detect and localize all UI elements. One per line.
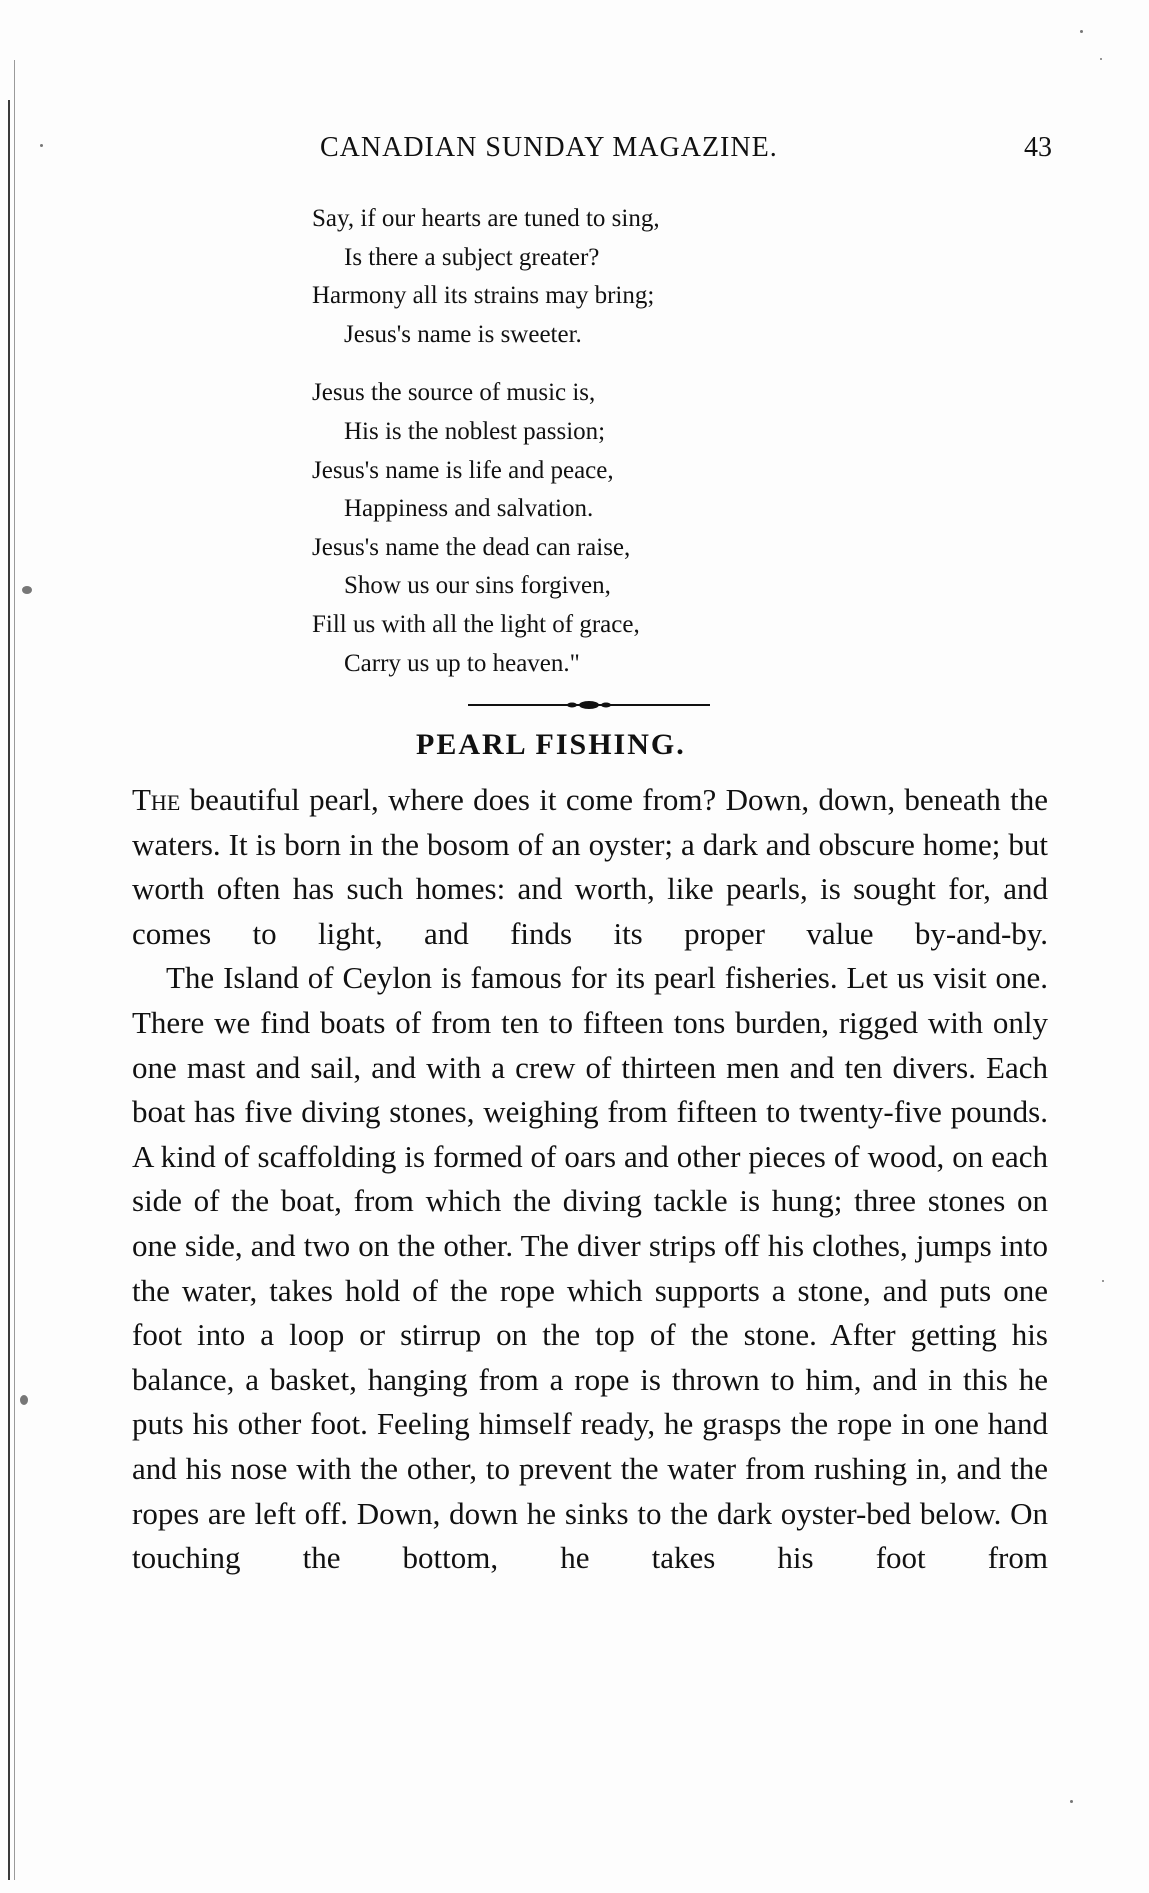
poem-line: Jesus's name the dead can raise, <box>312 533 631 561</box>
poem-stanza <box>312 200 872 354</box>
article-paragraph <box>132 778 1048 956</box>
binding-edge-line <box>8 100 10 1880</box>
poem-line: Carry us up to heaven." <box>344 649 580 677</box>
poem <box>312 200 872 683</box>
scan-speck <box>1102 1280 1104 1282</box>
poem-line: Happiness and salvation. <box>344 495 594 523</box>
article-body <box>132 778 1048 1581</box>
scan-speck <box>20 1395 28 1405</box>
poem-line: Say, if our hearts are tuned to sing, <box>312 205 660 232</box>
page-number: 43 <box>1024 132 1052 163</box>
article-title: PEARL FISHING. <box>416 728 686 761</box>
scan-speck <box>1100 58 1102 60</box>
header-title: CANADIAN SUNDAY MAGAZINE. <box>320 132 778 163</box>
poem-stanza <box>312 374 872 683</box>
section-divider <box>468 700 710 710</box>
poem-line: Show us our sins forgiven, <box>344 572 611 600</box>
poem-line: Is there a subject greater? <box>344 243 600 271</box>
scan-speck <box>40 144 43 147</box>
poem-line: Fill us with all the light of grace, <box>312 610 640 638</box>
poem-line: Jesus the source of music is, <box>312 379 596 407</box>
binding-edge-shadow <box>14 60 15 1880</box>
poem-line: His is the noblest passion; <box>344 417 606 445</box>
scan-speck <box>1070 1800 1073 1803</box>
running-header <box>320 132 1060 172</box>
poem-line: Harmony all its strains may bring; <box>312 282 655 310</box>
poem-line: Jesus's name is life and peace, <box>312 456 614 484</box>
article-paragraph: The Island of Ceylon is famous for its pearl fisheries. Let us visit one. There we find boats of from ten to fifteen tons burden, rigged with only one mast and sail, and with a crew of thirteen men and ten divers. Each boat has five diving stones, weighing from fifteen to twenty-five pounds. A kind of scaffolding is formed of oars and other pieces of wood, on each side of the boat, from which the diving tackle is hung; three stones on one side, and two on the other. The diver strips off his clothes, jumps into the water, takes hold of the rope which supports a stone, and puts one foot into a loop or stirrup on the top of the stone. After getting his balance, a basket, hanging from a rope is thrown to him, and in this he puts his other foot. Feeling himself ready, he grasps the rope in one hand and his nose with the other, to prevent the water from rushing in, and the ropes are left off. Down, down he sinks to the dark oyster-bed below. On touching the bottom, he takes his foot from <box>132 960 1048 1576</box>
ornamental-rule <box>468 700 710 710</box>
paragraph-text: beautiful pearl, where does it come from? Down, down, beneath the waters. It is born in the bosom of an oyster; a dark and obscure home; but worth often has such homes: and worth, like pearls, is sought for, and comes to light, and finds its proper value by-and-by. <box>132 782 1048 951</box>
poem-line: Jesus's name is sweeter. <box>344 320 582 348</box>
scan-speck <box>1080 30 1083 33</box>
opening-word: The <box>132 782 181 817</box>
scan-speck <box>22 586 32 594</box>
